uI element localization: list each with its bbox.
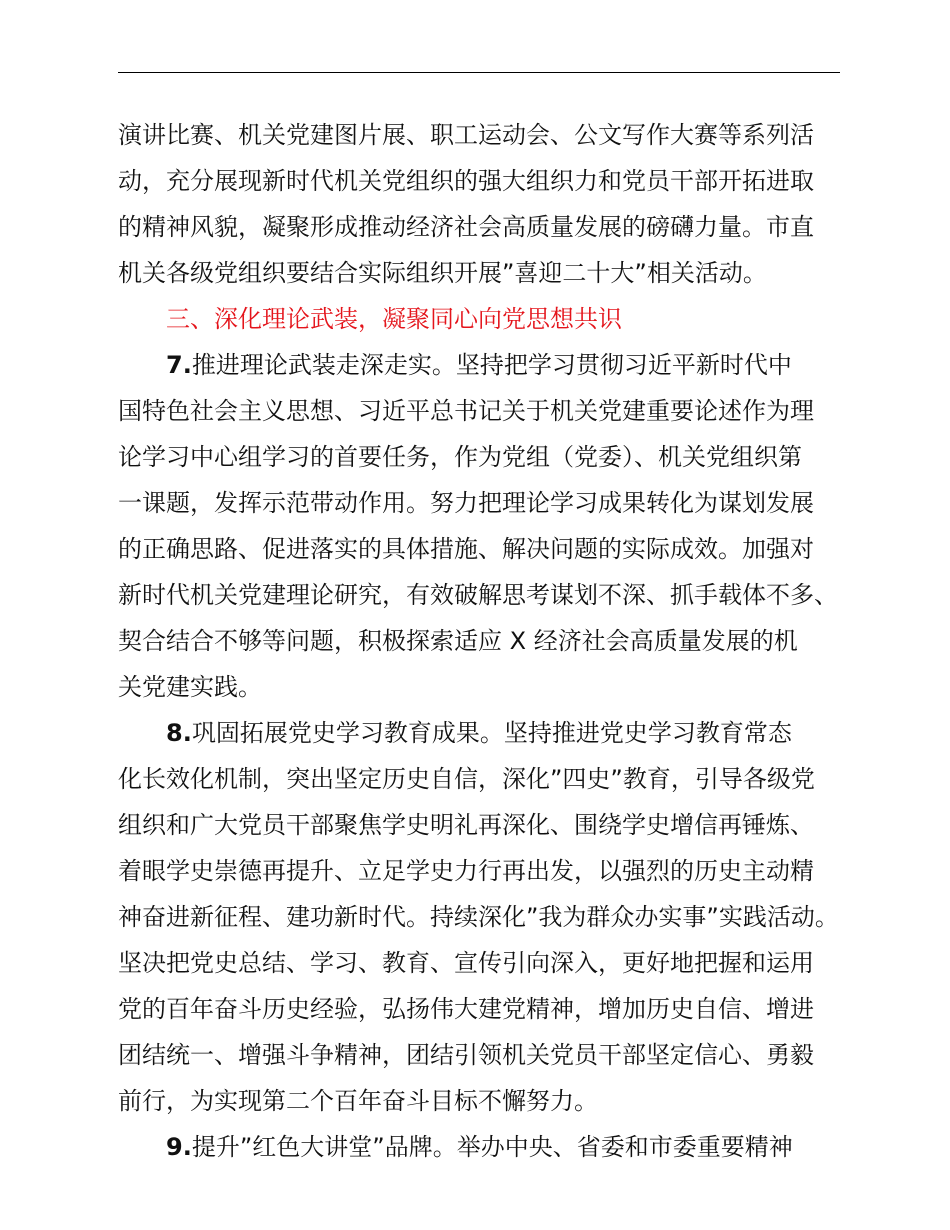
paragraph-line: 党的百年奋斗历史经验，弘扬伟大建党精神，增加历史自信、增进 bbox=[118, 995, 814, 1023]
paragraph-line: 动，充分展现新时代机关党组织的强大组织力和党员干部开拓进取 bbox=[118, 167, 814, 195]
item-7-first-line bbox=[118, 342, 848, 388]
paragraph-line: 一课题，发挥示范带动作用。努力把理论学习成果转化为谋划发展 bbox=[118, 489, 814, 517]
item-number: 7. bbox=[166, 351, 192, 379]
paragraph-line: 的精神风貌，凝聚形成推动经济社会高质量发展的磅礴力量。市直 bbox=[118, 213, 814, 241]
paragraph-line: 契合结合不够等问题，积极探索适应 X 经济社会高质量发展的机 bbox=[118, 627, 798, 655]
paragraph-line: 团结统一、增强斗争精神，团结引领机关党员干部坚定信心、勇毅 bbox=[118, 1041, 814, 1069]
paragraph-line: 前行，为实现第二个百年奋斗目标不懈努力。 bbox=[118, 1087, 598, 1115]
item-number: 9. bbox=[166, 1133, 192, 1161]
paragraph-line: 演讲比赛、机关党建图片展、职工运动会、公文写作大赛等系列活 bbox=[118, 121, 814, 149]
header-rule bbox=[118, 72, 840, 73]
paragraph-line: 组织和广大党员干部聚焦学史明礼再深化、围绕学史增信再锤炼、 bbox=[118, 811, 814, 839]
item-number: 8. bbox=[166, 719, 192, 747]
paragraph-line: 关党建实践。 bbox=[118, 673, 262, 701]
paragraph-line: 机关各级党组织要结合实际组织开展”喜迎二十大”相关活动。 bbox=[118, 259, 767, 287]
paragraph-line: 化长效化机制，突出坚定历史自信，深化”四史”教育，引导各级党 bbox=[118, 765, 815, 793]
item-9-first-line bbox=[118, 1124, 848, 1170]
item-text: 提升”红色大讲堂”品牌。举办中央、省委和市委重要精神 bbox=[191, 1133, 793, 1161]
paragraph-line: 着眼学史崇德再提升、立足学史力行再出发，以强烈的历史主动精 bbox=[118, 857, 814, 885]
paragraph-line: 神奋进新征程、建功新时代。持续深化”我为群众办实事”实践活动。 bbox=[118, 903, 839, 931]
paragraph-line: 国特色社会主义思想、习近平总书记关于机关党建重要论述作为理 bbox=[118, 397, 814, 425]
item-8-first-line bbox=[118, 710, 848, 756]
paragraph-line: 新时代机关党建理论研究，有效破解思考谋划不深、抓手载体不多、 bbox=[118, 581, 838, 609]
paragraph-line: 的正确思路、促进落实的具体措施、解决问题的实际成效。加强对 bbox=[118, 535, 814, 563]
item-text: 推进理论武装走深走实。坚持把学习贯彻习近平新时代中 bbox=[191, 351, 792, 379]
paragraph-line: 坚决把党史总结、学习、教育、宣传引向深入，更好地把握和运用 bbox=[118, 949, 814, 977]
document-body bbox=[118, 112, 848, 1170]
section-heading: 三、深化理论武装，凝聚同心向党思想共识 bbox=[166, 305, 622, 333]
item-text: 巩固拓展党史学习教育成果。坚持推进党史学习教育常态 bbox=[191, 719, 792, 747]
paragraph-line: 论学习中心组学习的首要任务，作为党组（党委）、机关党组织第 bbox=[118, 443, 802, 471]
